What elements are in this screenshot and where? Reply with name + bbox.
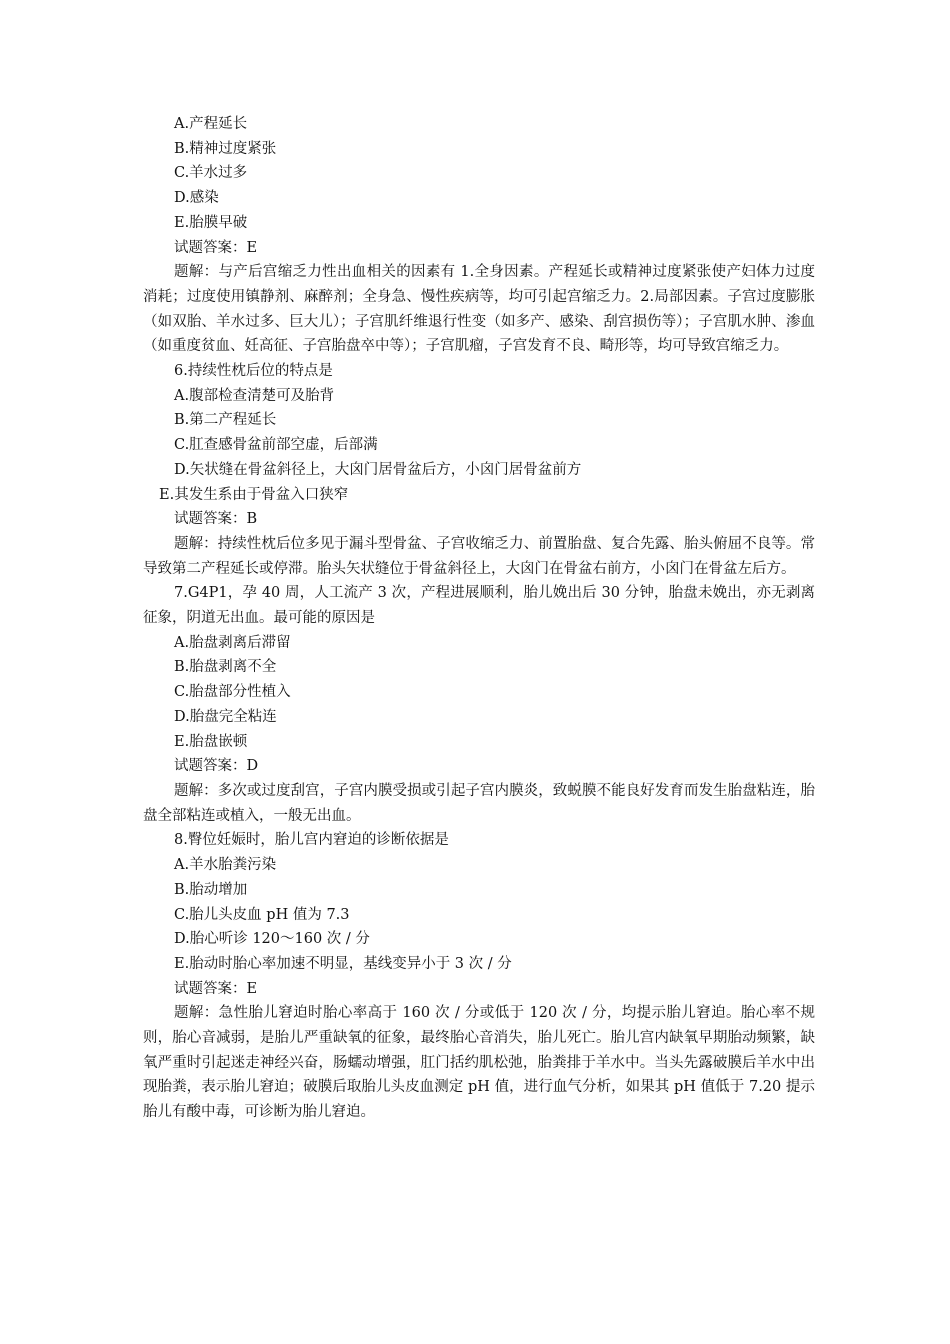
q6-option-a: A.腹部检查清楚可及胎背 xyxy=(174,387,335,404)
q8-question: 8.臀位妊娠时，胎儿宫内窘迫的诊断依据是 xyxy=(174,832,449,849)
q8-option-d: D.胎心听诊 120～160 次 / 分 xyxy=(174,931,370,948)
q7-option-b: B.胎盘剥离不全 xyxy=(174,659,277,676)
q6-option-d: D.矢状缝在骨盆斜径上，大囟门居骨盆后方，小囟门居骨盆前方 xyxy=(174,461,582,478)
q8-option-e: E.胎动时胎心率加速不明显，基线变异小于 3 次 / 分 xyxy=(174,955,512,972)
q8-option-c: C.胎儿头皮血 pH 值为 7.3 xyxy=(174,906,350,923)
q5-option-e: E.胎膜早破 xyxy=(174,214,248,231)
q6-explanation: 题解：持续性枕后位多见于漏斗型骨盆、子宫收缩乏力、前置胎盘、复合先露、胎头俯屈不良等。常导致第二产程延长或停滞。胎头矢状缝位于骨盆斜径上，大囟门在骨盆右前方，小囟门在骨盆左后方。 xyxy=(143,535,815,577)
q6-option-e: E.其发生系由于骨盆入口狭窄 xyxy=(159,486,349,503)
q5-option-c: C.羊水过多 xyxy=(174,165,248,182)
q7-explanation: 题解：多次或过度刮宫，子宫内膜受损或引起子宫内膜炎，致蜕膜不能良好发育而发生胎盘粘连，胎盘全部粘连或植入，一般无出血。 xyxy=(143,782,815,824)
q7-question: 7.G4P1，孕 40 周，人工流产 3 次，产程进展顺利，胎儿娩出后 30 分钟，胎盘未娩出，亦无剥离征象，阴道无出血。最可能的原因是 xyxy=(143,585,815,627)
q7-answer: 试题答案：D xyxy=(174,758,259,775)
q8-option-b: B.胎动增加 xyxy=(174,881,248,898)
q8-explanation: 题解：急性胎儿窘迫时胎心率高于 160 次 / 分或低于 120 次 / 分，均提示胎儿窘迫。胎心率不规则，胎心音减弱，是胎儿严重缺氧的征象，最终胎心音消失，胎儿死亡。胎儿宫内缺氧早期胎动频繁，缺氧严重时引起迷走神经兴奋，肠蠕动增强，肛门括约肌松弛，胎粪排于羊水中。当头先露破膜后羊水中出现胎粪，表示胎儿窘迫；破膜后取胎儿头皮血测定 pH 值，进行血气分析，如果其 pH 值低于 7.20 提示胎儿有酸中毒，可诊断为胎儿窘迫。 xyxy=(143,1005,815,1121)
q7-option-a: A.胎盘剥离后滞留 xyxy=(174,634,291,651)
q6-question: 6.持续性枕后位的特点是 xyxy=(174,363,333,380)
q6-answer: 试题答案：B xyxy=(174,511,258,528)
q5-answer: 试题答案：E xyxy=(174,239,258,256)
document-page xyxy=(143,112,815,1125)
q5-explanation: 题解：与产后宫缩乏力性出血相关的因素有 1.全身因素。产程延长或精神过度紧张使产妇体力过度消耗；过度使用镇静剂、麻醉剂；全身急、慢性疾病等，均可引起宫缩乏力。2.局部因素。子宫过度膨胀（如双胎、羊水过多、巨大儿）；子宫肌纤维退行性变（如多产、感染、刮宫损伤等）；子宫肌水肿、渗血（如重度贫血、妊高征、子宫胎盘卒中等）；子宫肌瘤，子宫发育不良、畸形等，均可导致宫缩乏力。 xyxy=(143,264,815,355)
q8-answer: 试题答案：E xyxy=(174,980,258,997)
q5-option-b: B.精神过度紧张 xyxy=(174,140,277,157)
q5-option-a: A.产程延长 xyxy=(174,116,248,132)
q7-option-e: E.胎盘嵌顿 xyxy=(174,733,248,750)
q7-option-c: C.胎盘部分性植入 xyxy=(174,684,291,701)
q7-option-d: D.胎盘完全粘连 xyxy=(174,708,277,725)
q8-option-a: A.羊水胎粪污染 xyxy=(174,857,277,874)
q5-option-d: D.感染 xyxy=(174,190,219,207)
q6-option-c: C.肛查感骨盆前部空虚，后部满 xyxy=(174,437,378,454)
q6-option-b: B.第二产程延长 xyxy=(174,412,277,429)
